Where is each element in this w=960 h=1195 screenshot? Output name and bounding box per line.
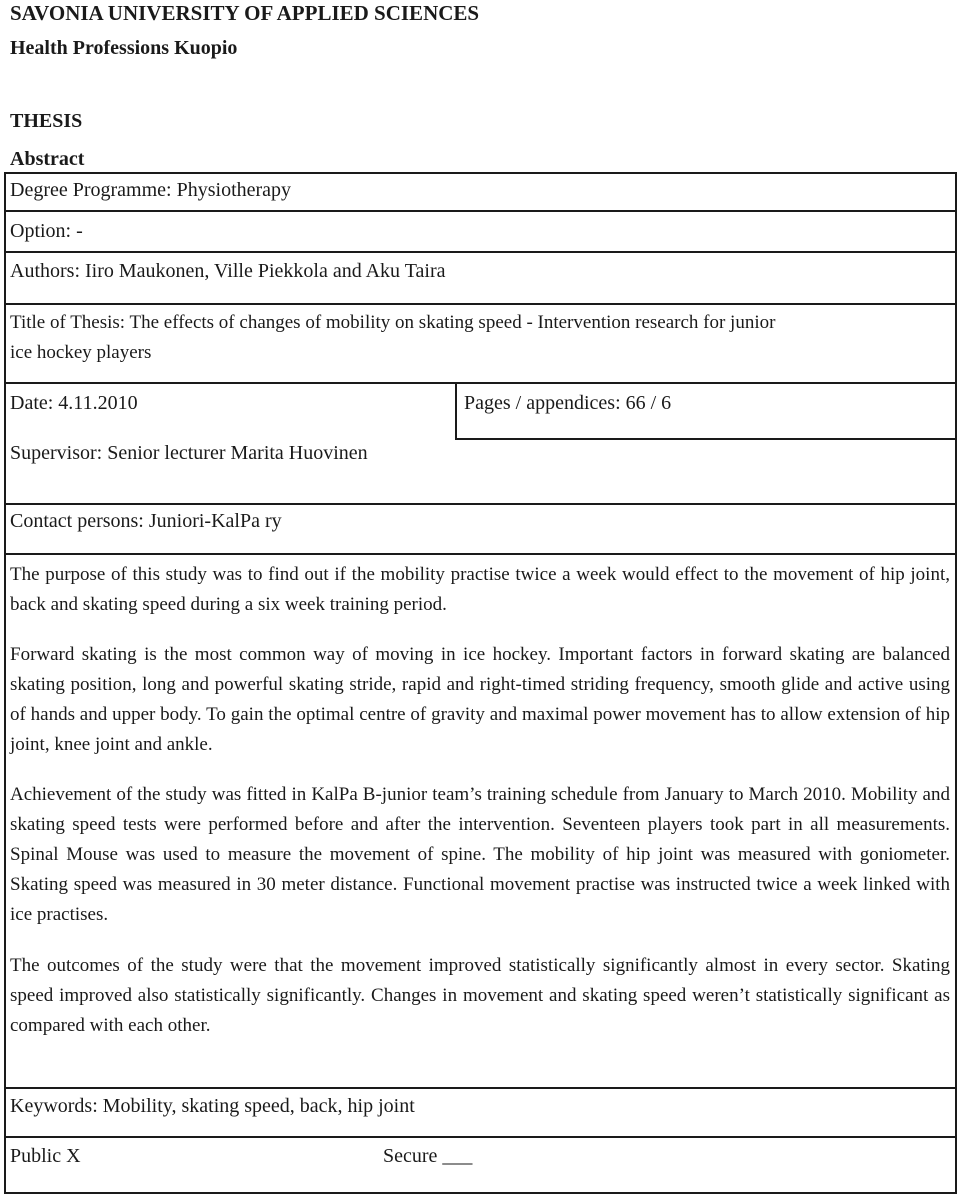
university-name: SAVONIA UNIVERSITY OF APPLIED SCIENCES bbox=[10, 1, 480, 25]
rule-contact bbox=[4, 553, 957, 555]
doc-type: THESIS bbox=[10, 110, 83, 132]
keywords-field: Keywords: Mobility, skating speed, back, hip joint bbox=[10, 1095, 415, 1117]
contact-field: Contact persons: Juniori-KalPa ry bbox=[10, 510, 282, 532]
rule-pages bbox=[455, 438, 957, 440]
abstract-paragraph-2: Forward skating is the most common way of moving in ice hockey. Important factors in forward skating are balanced skating position, long and powerful skating stride, rapid and right-timed striding frequency, smooth glide and active using of hands and upper body. To gain the optimal centre of gravity and maximal power movement has to allow extension of hip joint, knee joint and ankle. bbox=[10, 644, 950, 755]
option-field: Option: - bbox=[10, 220, 83, 242]
abstract-paragraph-1: The purpose of this study was to find out if the mobility practise twice a week would effect to the movement of hip joint, back and skating speed during a six week training period. bbox=[10, 564, 950, 615]
authors-field: Authors: Iiro Maukonen, Ville Piekkola and Aku Taira bbox=[10, 260, 446, 282]
pages-field: Pages / appendices: 66 / 6 bbox=[464, 392, 672, 414]
thesis-title-line1: Title of Thesis: The effects of changes of mobility on skating speed - Intervention research for junior bbox=[10, 312, 776, 333]
rule-date-split bbox=[455, 382, 457, 439]
abstract-paragraph-3: Achievement of the study was fitted in KalPa B-junior team’s training schedule from January to March 2010. Mobility and skating speed tests were performed before and after the intervention. Seventeen players took part in all measurements. Spinal Mouse was used to measure the movement of spine. The mobility of hip joint was measured with goniometer. Skating speed was measured in 30 meter distance. Functional movement practise was instructed twice a week linked with ice practises. bbox=[10, 784, 950, 925]
rule-degree bbox=[4, 210, 957, 212]
abstract-paragraph-4: The outcomes of the study were that the movement improved statistically significantly almost in every sector. Skating speed improved also statistically significantly. Changes in movement and skating speed weren’t statistically significant as compared with each other. bbox=[10, 955, 950, 1036]
degree-programme: Degree Programme: Physiotherapy bbox=[10, 179, 292, 201]
rule-authors bbox=[4, 303, 957, 305]
rule-option bbox=[4, 251, 957, 253]
rule-title bbox=[4, 382, 957, 384]
rule-abstract bbox=[4, 1087, 957, 1089]
section-title: Abstract bbox=[10, 148, 85, 170]
thesis-title-line2: ice hockey players bbox=[10, 342, 152, 363]
rule-supervisor bbox=[4, 503, 957, 505]
rule-keywords bbox=[4, 1136, 957, 1138]
unit-name: Health Professions Kuopio bbox=[10, 37, 238, 59]
secure-field: Secure ___ bbox=[383, 1145, 473, 1167]
date-field: Date: 4.11.2010 bbox=[10, 392, 138, 414]
public-field: Public X bbox=[10, 1145, 81, 1167]
supervisor-field: Supervisor: Senior lecturer Marita Huovinen bbox=[10, 442, 368, 464]
